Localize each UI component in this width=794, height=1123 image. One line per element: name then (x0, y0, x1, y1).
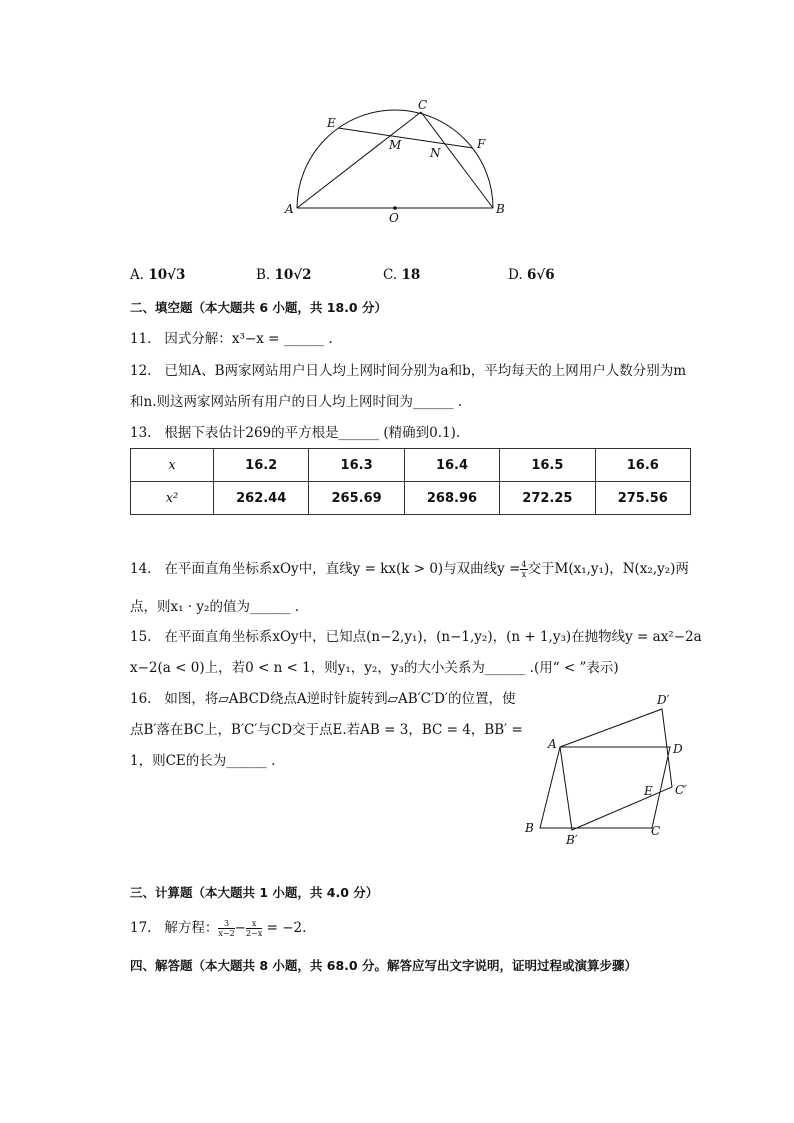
table-row (131, 449, 691, 482)
fraction-1 (218, 919, 234, 938)
semicircle-figure (280, 95, 510, 230)
question-14-line1 (130, 559, 689, 579)
question-number: 17. (130, 920, 152, 936)
section-3-title: 三、计算题（本大题共 1 小题，共 4.0 分） (130, 885, 379, 900)
label-c: C (651, 824, 661, 838)
question-number: 13. (130, 425, 152, 441)
table-cell: 262.44 (214, 482, 309, 515)
table-cell: 268.96 (404, 482, 499, 515)
question-14-line2: 点，则x₁ · y₂的值为______ . (130, 599, 300, 615)
table-row (131, 482, 691, 515)
question-number: 12. (130, 363, 152, 379)
row-header-x: x (131, 449, 214, 482)
label-a: A (285, 202, 294, 216)
question-13 (130, 423, 460, 443)
label-a: A (548, 737, 557, 751)
table-cell: 16.2 (214, 449, 309, 482)
table-cell: 16.5 (500, 449, 595, 482)
table-cell: 265.69 (309, 482, 404, 515)
fraction-denominator: x−2 (218, 929, 235, 938)
label-b: B (496, 202, 505, 216)
fraction (520, 560, 527, 579)
option-c (383, 265, 420, 285)
question-16-line3: 1，则CE的长为______ . (130, 753, 276, 769)
table-cell: 16.6 (595, 449, 690, 482)
option-letter: C. (383, 267, 398, 283)
table-cell: 16.4 (404, 449, 499, 482)
label-c: C (418, 98, 428, 112)
option-value: 10√2 (274, 267, 312, 283)
parallelogram-figure (520, 690, 700, 850)
label-n: N (430, 146, 441, 160)
chord-ac (297, 112, 421, 208)
chord-ef (338, 128, 473, 148)
question-15-line1 (130, 627, 702, 647)
option-letter: D. (508, 267, 523, 283)
fraction-numerator: 3 (218, 919, 234, 929)
question-12-line1 (130, 361, 686, 381)
question-17 (130, 918, 306, 938)
square-table (130, 448, 691, 515)
center-point (393, 206, 397, 210)
label-m: M (389, 138, 402, 152)
question-text: 在平面直角坐标系xOy中，已知点(n−2,y₁)，(n−1,y₂)，(n + 1,y₃)在抛物线y = ax²−2a (164, 629, 702, 645)
question-text: 解方程： (164, 920, 219, 936)
minus-sign: − (234, 920, 246, 936)
question-number: 14. (130, 561, 152, 577)
label-c1: C′ (675, 783, 687, 797)
option-value: 10√3 (148, 267, 186, 283)
label-d: D (673, 742, 683, 756)
question-12-line2: 和n.则这两家网站所有用户的日人均上网时间为______ . (130, 394, 463, 410)
question-number: 11. (130, 331, 152, 347)
question-16-line2: 点B′落在BC上，B′C′与CD交于点E.若AB = 3，BC = 4，BB′ = (130, 722, 523, 738)
question-text: 如图，将▱ABCD绕点A逆时针旋转到▱AB′C′D′的位置，使 (164, 691, 516, 707)
fraction-2 (246, 919, 262, 938)
section-2-title: 二、填空题（本大题共 6 小题，共 18.0 分） (130, 300, 387, 315)
label-e: E (644, 784, 653, 798)
row-header-x2: x² (131, 482, 214, 515)
fraction-numerator: x (246, 919, 262, 929)
label-e: E (327, 116, 336, 130)
question-16-line1 (130, 689, 515, 709)
question-text: 已知A、B两家网站用户日人均上网时间分别为a和b，平均每天的上网用户人数分别为m (164, 363, 687, 379)
label-f: F (477, 137, 486, 151)
option-value: 6√6 (526, 267, 555, 283)
option-letter: B. (256, 267, 271, 283)
question-15-line2: x−2(a < 0)上，若0 < n < 1，则y₁，y₂，y₃的大小关系为______ .(用“ < ”表示) (130, 660, 619, 676)
question-text: 因式分解：x³−x = ______ . (164, 331, 333, 347)
option-d (508, 265, 555, 285)
option-value: 18 (401, 267, 421, 283)
label-d1: D′ (657, 693, 670, 707)
option-b (256, 265, 312, 285)
table-cell: 275.56 (595, 482, 690, 515)
fraction-numerator: 4 (521, 560, 527, 569)
fraction-denominator: 2−x (245, 929, 263, 938)
question-text: 在平面直角坐标系xOy中，直线y = kx(k > 0)与双曲线y = (164, 561, 521, 577)
table-cell: 16.3 (309, 449, 404, 482)
question-text: 根据下表估计269的平方根是______ (精确到0.1). (164, 425, 461, 441)
section-4-title: 四、解答题（本大题共 8 小题，共 68.0 分。解答应写出文字说明，证明过程或演算步骤） (130, 958, 637, 973)
question-text: 交于M(x₁,y₁)，N(x₂,y₂)两 (527, 561, 689, 577)
table-cell: 272.25 (500, 482, 595, 515)
question-text: = −2. (266, 920, 307, 936)
chord-cb (421, 112, 493, 208)
question-11 (130, 329, 333, 349)
option-letter: A. (130, 267, 145, 283)
label-b: B (525, 821, 534, 835)
label-o: O (389, 211, 399, 225)
option-a (130, 265, 185, 285)
question-number: 15. (130, 629, 152, 645)
fraction-denominator: x (521, 570, 527, 579)
question-number: 16. (130, 691, 152, 707)
label-b1: B′ (566, 833, 578, 847)
